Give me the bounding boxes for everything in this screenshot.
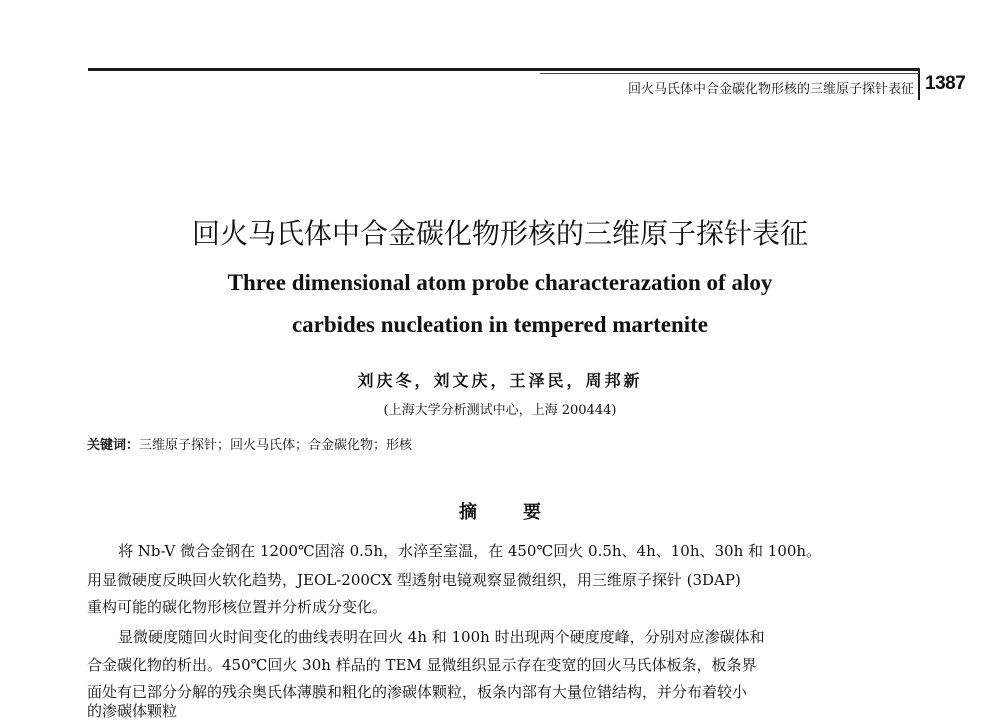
abstract-line: 将 Nb-V 微合金钢在 1200℃固溶 0.5h，水淬至室温，在 450℃回火 0.5h、4h、10h、30h 和 100h。 <box>118 542 822 560</box>
header-rule-thin <box>540 73 918 74</box>
header-separator <box>918 68 920 100</box>
title-chinese: 回火马氏体中合金碳化物形核的三维原子探针表征 <box>191 217 808 250</box>
affiliation: (上海大学分析测试中心，上海 200444) <box>383 403 617 418</box>
header-rule <box>88 68 918 71</box>
authors: 刘庆冬，刘文庆，王泽民，周邦新 <box>357 371 643 390</box>
abstract-line: 显微硬度随回火时间变化的曲线表明在回火 4h 和 100h 时出现两个硬度度峰，分别对应渗碳体和 <box>118 628 765 646</box>
keywords-text: 三维原子探针；回火马氏体；合金碳化物；形核 <box>139 438 413 453</box>
title-english-line-2: carbides nucleation in tempered martenite <box>291 312 709 337</box>
abstract-line: 用显微硬度反映回火软化趋势，JEOL-200CX 型透射电镜观察显微组织，用三维原子探针 (3DAP) <box>87 571 741 589</box>
keywords <box>87 434 412 453</box>
keywords-label: 关键词： <box>87 438 140 453</box>
running-title: 回火马氏体中合金碳化物形核的三维原子探针表征 <box>627 82 914 97</box>
abstract-line: 合金碳化物的析出。450℃回火 30h 样品的 TEM 显微组织显示存在变宽的回火马氏体板条，板条界 <box>87 656 757 674</box>
abstract-line-cut: 的渗碳体颗粒 <box>87 702 178 720</box>
abstract-heading: 摘要 <box>459 502 587 523</box>
abstract-line: 面处有已部分分解的残余奥氏体薄膜和粗化的渗碳体颗粒，板条内部有大量位错结构，并分布着较小 <box>87 683 748 701</box>
title-english-line-1: Three dimensional atom probe characterazation of aloy <box>227 270 773 295</box>
page-number: 1387 <box>925 73 966 94</box>
abstract-line: 重构可能的碳化物形核位置并分析成分变化。 <box>87 598 388 616</box>
